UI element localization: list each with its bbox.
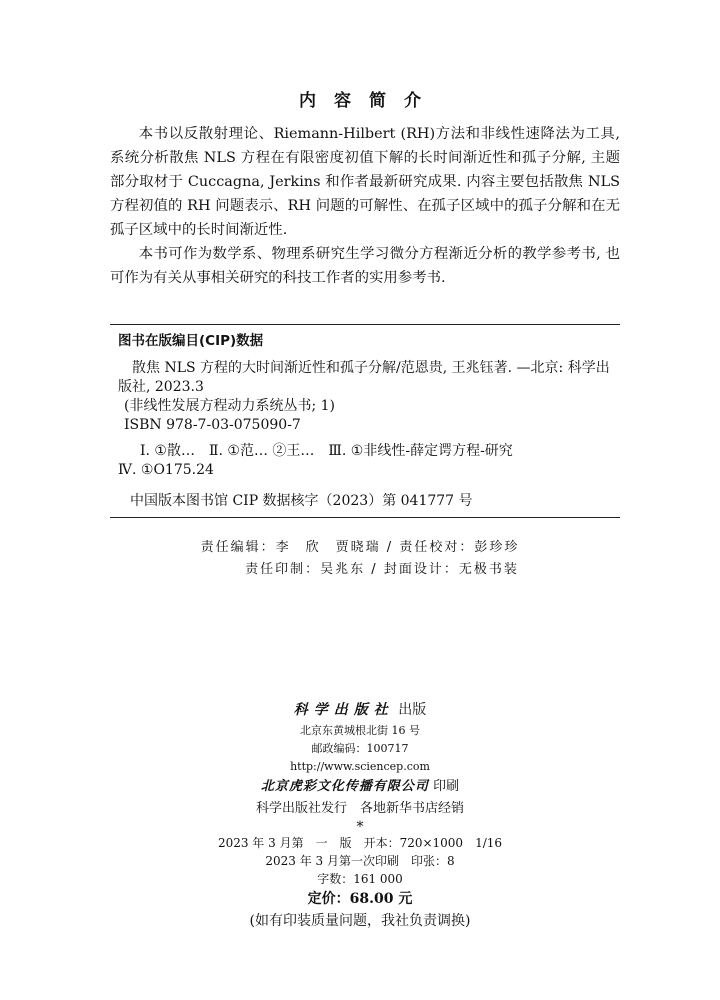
summary-paragraph-2: 本书可作为数学系、物理系研究生学习微分方程渐近分析的教学参考书, 也可作为有关从事相关研究的科技工作者的实用参考书. — [110, 246, 620, 286]
summary-title: 内容简介 — [299, 91, 439, 111]
imprint — [0, 698, 720, 932]
printer-logo: 北京虎彩文化传播有限公司 — [260, 779, 429, 794]
cip-number: 中国版本图书馆 CIP 数据核字（2023）第 041777 号 — [130, 493, 473, 509]
cip-series: (非线性发展方程动力系统丛书; 1) — [124, 398, 335, 414]
printing-line: 2023 年 3 月第一次印刷 印张：8 — [265, 854, 455, 868]
credits-line-2: 责任印制：吴兆东 / 封面设计：无极书装 — [245, 562, 519, 577]
cip-body — [118, 359, 614, 480]
publisher-website: http://www.sciencep.com — [290, 760, 430, 773]
credits-line-1: 责任编辑：李 欣 贾晓瑞 / 责任校对：彭珍珍 — [200, 540, 520, 555]
cip-top-rule — [110, 324, 620, 325]
publisher-postcode: 邮政编码：100717 — [311, 742, 409, 755]
publisher-suffix: 出版 — [393, 702, 427, 718]
printer-suffix: 印刷 — [428, 779, 460, 794]
summary-paragraph-1: 本书以反散射理论、Riemann-Hilbert (RH)方法和非线性速降法为工具, 系统分析散焦 NLS 方程在有限密度初值下解的长时间渐近性和孤子分解, 主题部分取材于 Cuccagna, Jerkins 和作者最新研究成果. 内容主要包括散焦 NLS 方程初值的 RH 问题表示、RH 问题的可解性、在孤子区域中的孤子分解和在无孤子区域中的长时间渐近性. — [110, 126, 620, 238]
price: 定价：68.00 元 — [307, 891, 413, 907]
printer-line — [0, 776, 720, 798]
edition-line: 2023 年 3 月第 一 版 开本：720×1000 1/16 — [217, 836, 503, 850]
separator-star: * — [356, 819, 364, 835]
cip-classification-line-2: Ⅳ. ①O175.24 — [118, 462, 214, 478]
cip-record: 散焦 NLS 方程的大时间渐近性和孤子分解/范恩贵, 王兆钰著. —北京: 科学出版社, 2023.3 — [118, 360, 610, 395]
cip-heading: 图书在版编目(CIP)数据 — [118, 333, 264, 349]
distribution-line: 科学出版社发行 各地新华书店经销 — [255, 801, 464, 816]
summary-text — [110, 122, 620, 290]
publisher-address: 北京东黄城根北街 16 号 — [300, 724, 420, 737]
quality-notice: (如有印装质量问题，我社负责调换) — [249, 913, 471, 929]
cip-classification — [118, 442, 614, 480]
publisher-line — [0, 698, 720, 722]
cip-bottom-rule — [110, 517, 620, 518]
word-count: 字数：161 000 — [317, 872, 403, 886]
cip-isbn: ISBN 978-7-03-075090-7 — [124, 417, 301, 433]
publisher-logo: 科学出版社 — [293, 702, 394, 718]
credits — [0, 537, 720, 581]
cip-classification-line-1: Ⅰ. ①散… Ⅱ. ①范… ②王… Ⅲ. ①非线性-薛定谔方程-研究 — [140, 443, 513, 459]
cip-block — [110, 324, 620, 518]
